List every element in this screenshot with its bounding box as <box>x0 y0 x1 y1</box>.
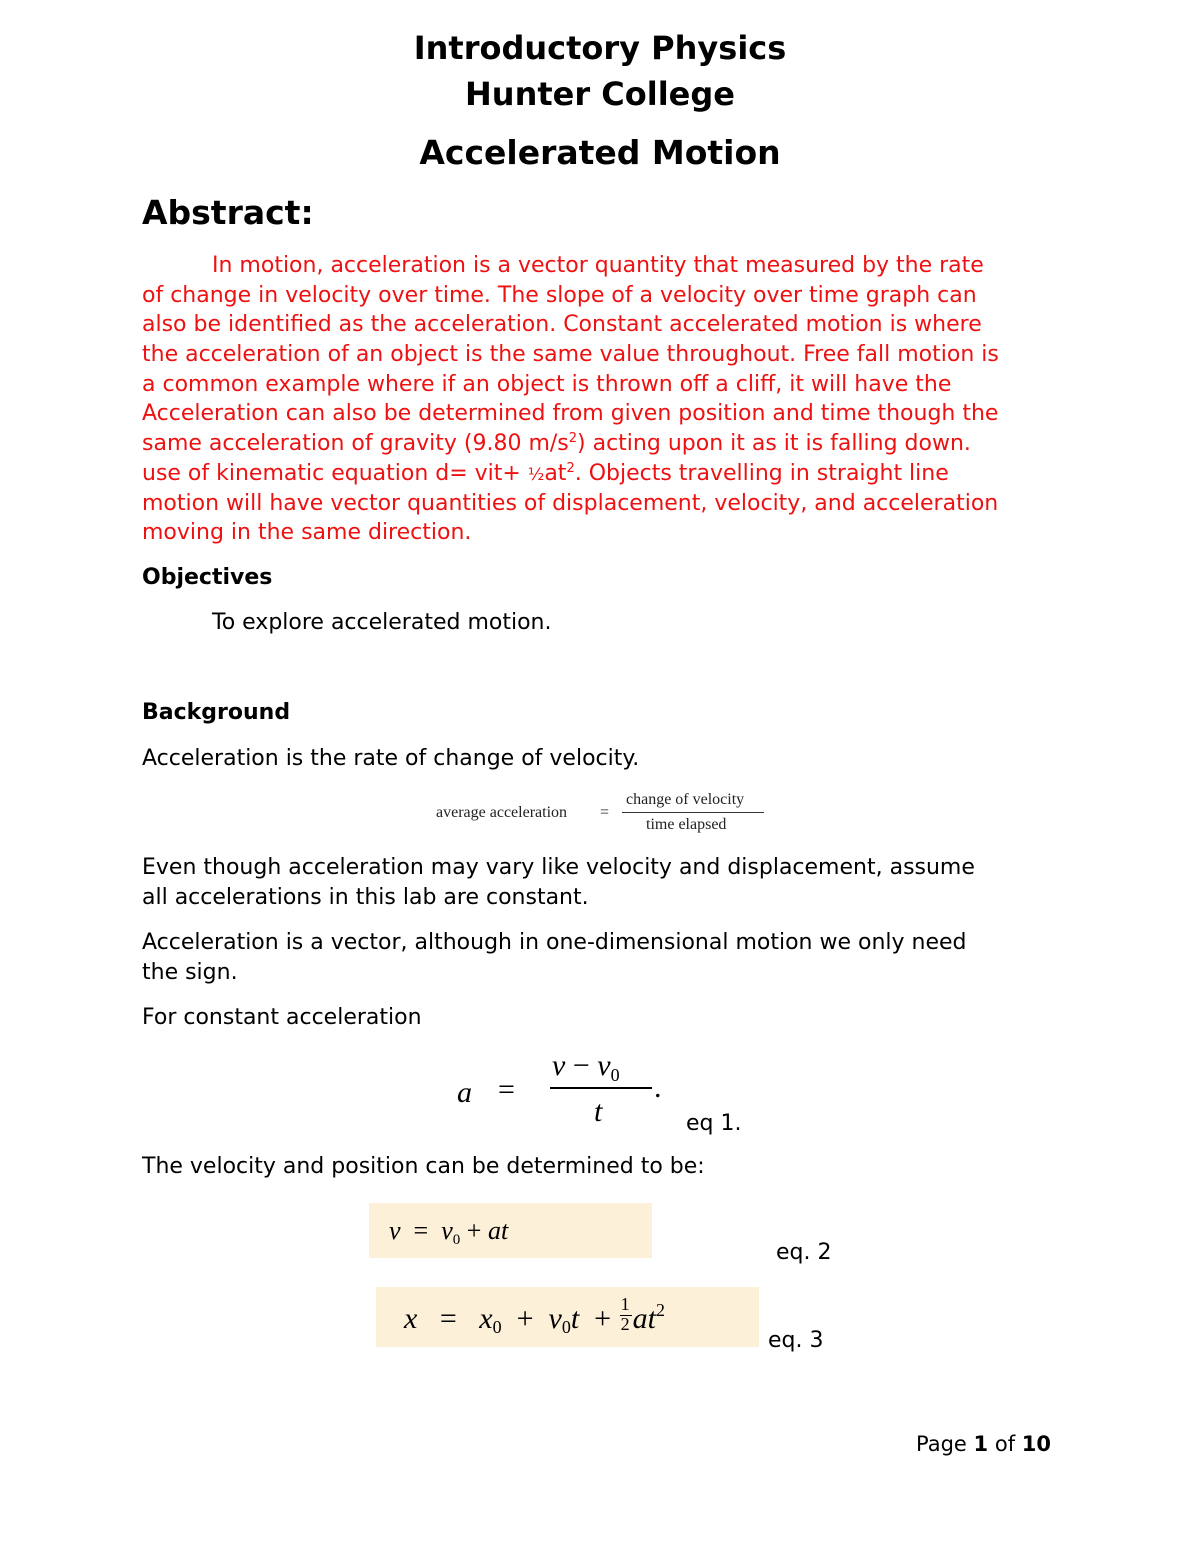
background-paragraph <box>142 928 1062 987</box>
eq1-a: a <box>457 1076 472 1109</box>
background-paragraph: Acceleration is the rate of change of velocity. <box>142 746 640 771</box>
abstract-line: a common example where if an object is thrown off a cliff, it will have the <box>142 371 952 397</box>
eq2-v0: v <box>441 1216 453 1245</box>
superscript: 2 <box>568 431 578 447</box>
page-label: Page <box>916 1432 967 1456</box>
abstract-text: at <box>544 460 567 486</box>
eq2-subscript: 0 <box>452 1232 461 1248</box>
page-number <box>916 1430 1051 1458</box>
background-heading: Background <box>142 700 291 725</box>
eq3-v0: v <box>548 1302 562 1335</box>
college-name: Hunter College <box>465 75 735 113</box>
abstract-heading: Abstract: <box>142 193 314 232</box>
eq1-subscript: 0 <box>610 1065 620 1085</box>
abstract-line-gravity <box>142 429 1062 459</box>
abstract-line: motion will have vector quantities of displacement, velocity, and acceleration <box>142 490 999 516</box>
abstract-line: also be identified as the acceleration. Constant accelerated motion is where <box>142 312 982 338</box>
abstract-line: the acceleration of an object is the same value throughout. Free fall motion is <box>142 342 999 368</box>
eq1-minus: − <box>572 1049 590 1082</box>
eq1-dot: . <box>654 1071 662 1104</box>
eq3-subscript: 0 <box>492 1317 502 1337</box>
course-title: Introductory Physics <box>413 29 787 67</box>
text-line: the sign. <box>142 959 238 985</box>
eq3-t: t <box>570 1302 580 1335</box>
equation-3 <box>376 1287 759 1347</box>
formula-numerator: change of velocity <box>626 791 745 808</box>
eq3-subscript: 0 <box>561 1317 571 1337</box>
background-paragraph <box>142 853 1062 912</box>
objectives-text: To explore accelerated motion. <box>212 610 552 635</box>
abstract-text: . Objects travelling in straight line <box>574 460 949 486</box>
page-total: 10 <box>1021 1432 1052 1456</box>
abstract-text: use of kinematic equation d= vit+ <box>142 460 528 486</box>
eq1-v: v <box>552 1049 566 1082</box>
equation-1 <box>440 1045 700 1135</box>
eq3-x0: x <box>479 1302 493 1335</box>
abstract-text: ) acting upon it as it is falling down. <box>577 431 971 457</box>
formula-denominator: time elapsed <box>646 816 727 833</box>
fraction-denominator: 2 <box>620 1314 630 1334</box>
formula-equals: = <box>600 804 610 821</box>
background-paragraph: For constant acceleration <box>142 1005 422 1030</box>
equation-2 <box>369 1203 652 1258</box>
lab-title: Accelerated Motion <box>419 133 781 172</box>
text-line: all accelerations in this lab are constant. <box>142 884 589 910</box>
fraction-bar <box>550 1087 652 1089</box>
equation-1-label: eq 1. <box>686 1111 742 1136</box>
background-paragraph: The velocity and position can be determined to be: <box>142 1154 705 1179</box>
fraction-numerator: 1 <box>620 1294 630 1314</box>
page-current: 1 <box>973 1432 989 1456</box>
eq1-equals: = <box>498 1073 515 1106</box>
eq3-x: x <box>404 1302 418 1335</box>
eq3-exponent: 2 <box>655 1300 665 1320</box>
eq2-v: v <box>389 1216 401 1245</box>
eq1-t: t <box>594 1095 603 1128</box>
objectives-heading: Objectives <box>142 565 273 590</box>
eq3-plus: + <box>594 1302 612 1335</box>
eq3-at: at <box>632 1302 656 1335</box>
text-line: Even though acceleration may vary like velocity and displacement, assume <box>142 855 975 880</box>
abstract-line-kinematic <box>142 459 1062 489</box>
eq2-plus: + <box>466 1216 482 1245</box>
eq3-expression <box>404 1294 665 1338</box>
equation-2-label: eq. 2 <box>776 1240 832 1265</box>
eq3-plus: + <box>516 1302 534 1335</box>
of-label: of <box>994 1432 1016 1456</box>
abstract-body <box>142 251 1062 548</box>
eq3-equals: = <box>439 1302 457 1335</box>
fraction-bar <box>622 812 764 813</box>
eq2-expression <box>389 1216 508 1249</box>
equation-3-label: eq. 3 <box>768 1328 824 1353</box>
one-half-fraction <box>619 1294 633 1334</box>
formula-lhs: average acceleration <box>436 804 568 821</box>
eq1-v0: v <box>597 1049 611 1082</box>
text-line: Acceleration is a vector, although in one-dimensional motion we only need <box>142 930 967 955</box>
eq2-at: at <box>487 1216 509 1245</box>
half-fraction: ½ <box>527 464 545 485</box>
abstract-line: In motion, acceleration is a vector quantity that measured by the rate <box>212 253 984 278</box>
eq2-equals: = <box>413 1216 429 1245</box>
superscript: 2 <box>566 460 575 476</box>
abstract-line: of change in velocity over time. The slope of a velocity over time graph can <box>142 282 977 308</box>
abstract-line: moving in the same direction. <box>142 520 472 546</box>
abstract-text: same acceleration of gravity (9.80 m/s <box>142 431 569 457</box>
eq1-numerator <box>552 1049 620 1086</box>
abstract-line: Acceleration can also be determined from given position and time though the <box>142 401 999 427</box>
